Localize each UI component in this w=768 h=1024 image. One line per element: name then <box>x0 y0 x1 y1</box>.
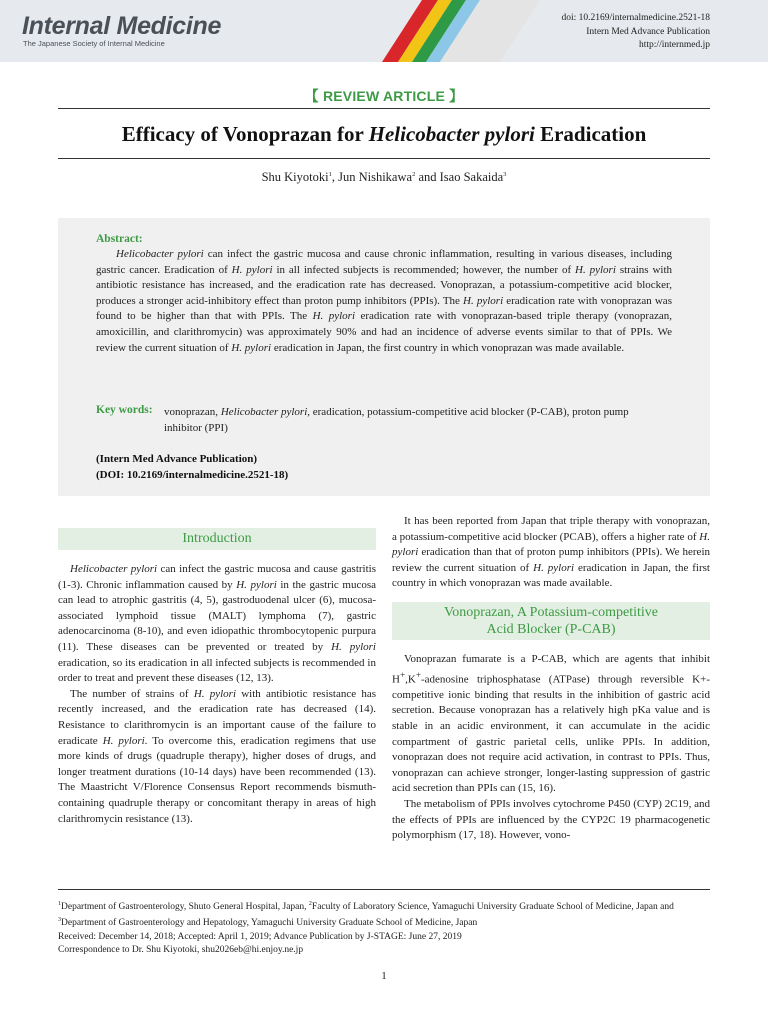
left-column <box>58 514 376 827</box>
author-sep: , <box>331 170 339 184</box>
title-prefix: Efficacy of Vonoprazan for <box>121 122 369 146</box>
journal-header <box>0 0 768 62</box>
article-title <box>0 122 768 147</box>
section-heading-vonoprazan <box>392 602 710 640</box>
decorative-stripes <box>380 0 540 62</box>
abstract-label: Abstract: <box>96 233 143 245</box>
publication-name: Intern Med Advance Publication <box>586 26 710 37</box>
section-heading-line: Vonoprazan, A Potassium-competitive <box>444 604 658 620</box>
publication-doi-line: (DOI: 10.2169/internalmedicine.2521-18) <box>96 468 289 481</box>
article-type-label: 【 REVIEW ARTICLE 】 <box>304 88 464 104</box>
affiliations-footnote: $^1$Department of Gastroenterology, Shuto General Hospital, Japan, $^2$Faculty of Laboratory Science, Yamaguchi University Graduate School of Medicine, Japan and $^3$Department of Gastroenterology and Hepatology, Yamaguchi University Graduate School of Medicine, Japan <box>58 901 674 929</box>
journal-subtitle: The Japanese Society of Internal Medicine <box>23 39 165 48</box>
page-number: 1 <box>381 970 387 982</box>
author-list <box>0 170 768 185</box>
dates-footnote: Received: December 14, 2018; Accepted: April 1, 2019; Advance Publication by J-STAGE: June 27, 2019 <box>58 931 462 942</box>
publication-info <box>96 452 288 483</box>
publication-info-line: (Intern Med Advance Publication) <box>96 453 258 465</box>
journal-url[interactable]: http://internmed.jp <box>639 40 710 50</box>
abstract-text: Helicobacter pylori can infect the gastric mucosa and cause chronic inflammation, resulting in various diseases, including gastric cancer. Eradication of H. pylori in all infected subjects is recommended; however, the number of H. pylori strains with antibiotic resistance has increased, and the eradication rate has decreased. Vonoprazan, a potassium-competitive acid blocker, produces a stronger acid-inhibitory effect than proton pump inhibitors (PPIs). The H. pylori eradication rate with vonoprazan was found to be higher than that with PPIs. The H. pylori eradication rate with vonoprazan-based triple therapy (vonoprazan, amoxicillin, and clarithromycin) was approximately 90% and had an incidence of adverse events similar to that of PPIs. We review the current situation of H. pylori eradication in Japan, the first country in which vonoprazan was made available. <box>96 248 672 354</box>
author-sep: and <box>415 170 440 184</box>
doi-text: doi: 10.2169/internalmedicine.2521-18 <box>561 13 710 23</box>
body-paragraph: It has been reported from Japan that triple therapy with vonoprazan, a potassium-competitive acid blocker (PCAB), offers a higher rate of H. pylori eradication than that of proton pump inhibitors (PPIs). We herein review the current situation of H. pylori eradication in Japan, the first country in which vonoprazan was made available. <box>392 515 710 590</box>
author-name: Isao Sakaida <box>439 170 504 184</box>
top-rule <box>58 108 710 109</box>
author-name: Jun Nishikawa <box>338 170 413 184</box>
title-suffix: Eradication <box>534 122 647 146</box>
section-heading-introduction: Introduction <box>58 528 376 550</box>
keywords-label: Key words: <box>96 404 153 416</box>
keywords-text: vonoprazan, Helicobacter pylori, eradication, potassium-competitive acid blocker (P-CAB), proton pump inhibitor (PPI) <box>164 406 629 434</box>
body-paragraph: Helicobacter pylori can infect the gastric mucosa and cause gastritis (1-3). Chronic inflammation caused by H. pylori in the gastric mucosa can lead to atrophic gastritis (4, 5), gastroduodenal ulcer (6), mucosa-associated lymphoid tissue (MALT) lymphoma (7), gastric adenocarcinoma (8-10), and even idiopathic thrombocytopenic purpura (11). These diseases can be prevented or treated by H. pylori eradication, so its eradication in all infected subjects is recommended in order to treat and prevent these diseases (12, 13). <box>58 563 376 685</box>
body-paragraph: The metabolism of PPIs involves cytochrome P450 (CYP) 2C19, and the effects of PPIs are influenced by the CYP2C 19 pharmacogenetic polymorphism (17, 18). However, vono- <box>392 797 710 842</box>
journal-name: Internal Medicine <box>22 12 222 40</box>
author-affil: 1 <box>328 171 332 178</box>
body-paragraph: The number of strains of H. pylori with antibiotic resistance has recently increased, and the eradication rate has decreased (14). Resistance to clarithromycin is an important cause of the failure to eradicate H. pylori. To overcome this, eradication regimens that use more kinds of drugs (quadruple therapy), higher doses of drugs, and longer treatment durations (10-14 days) have been recommended (13). The Maastricht V/Florence Consensus Report recommends bismuth-containing quadruple therapy or concomitant therapy in areas of high clarithromycin resistance (13). <box>58 687 376 825</box>
correspondence-footnote: Correspondence to Dr. Shu Kiyotoki, shu2026eb@hi.enjoy.ne.jp <box>58 945 304 956</box>
section-heading-line: Acid Blocker (P-CAB) <box>486 621 616 637</box>
title-rule <box>58 158 710 159</box>
author-name: Shu Kiyotoki <box>261 170 329 184</box>
right-column <box>392 514 710 844</box>
title-italic: Helicobacter pylori <box>368 122 535 146</box>
article-meta <box>561 12 710 53</box>
body-paragraph: Vonoprazan fumarate is a P-CAB, which are agents that inhibit H+,K+-adenosine triphosphatase (ATPase) through reversible K+-competitive ionic binding that results in the inhibition of gastric acid secretion. Because vonoprazan has a relatively high pKa value and is stable in an acidic environment, it can accumulate in the acidic compartment of gastric parietal cells, unlike PPIs. In addition, vonoprazan does not require acid activation, in contrast to PPIs. Thus, vonoprazan can achieve stronger, longer-lasting suppression of gastric acid secretion than PPIs can (15, 16). <box>392 652 710 795</box>
author-affil: 2 <box>412 171 416 178</box>
abstract-box <box>58 218 710 496</box>
author-affil: 3 <box>503 171 507 178</box>
footnotes <box>58 889 710 958</box>
